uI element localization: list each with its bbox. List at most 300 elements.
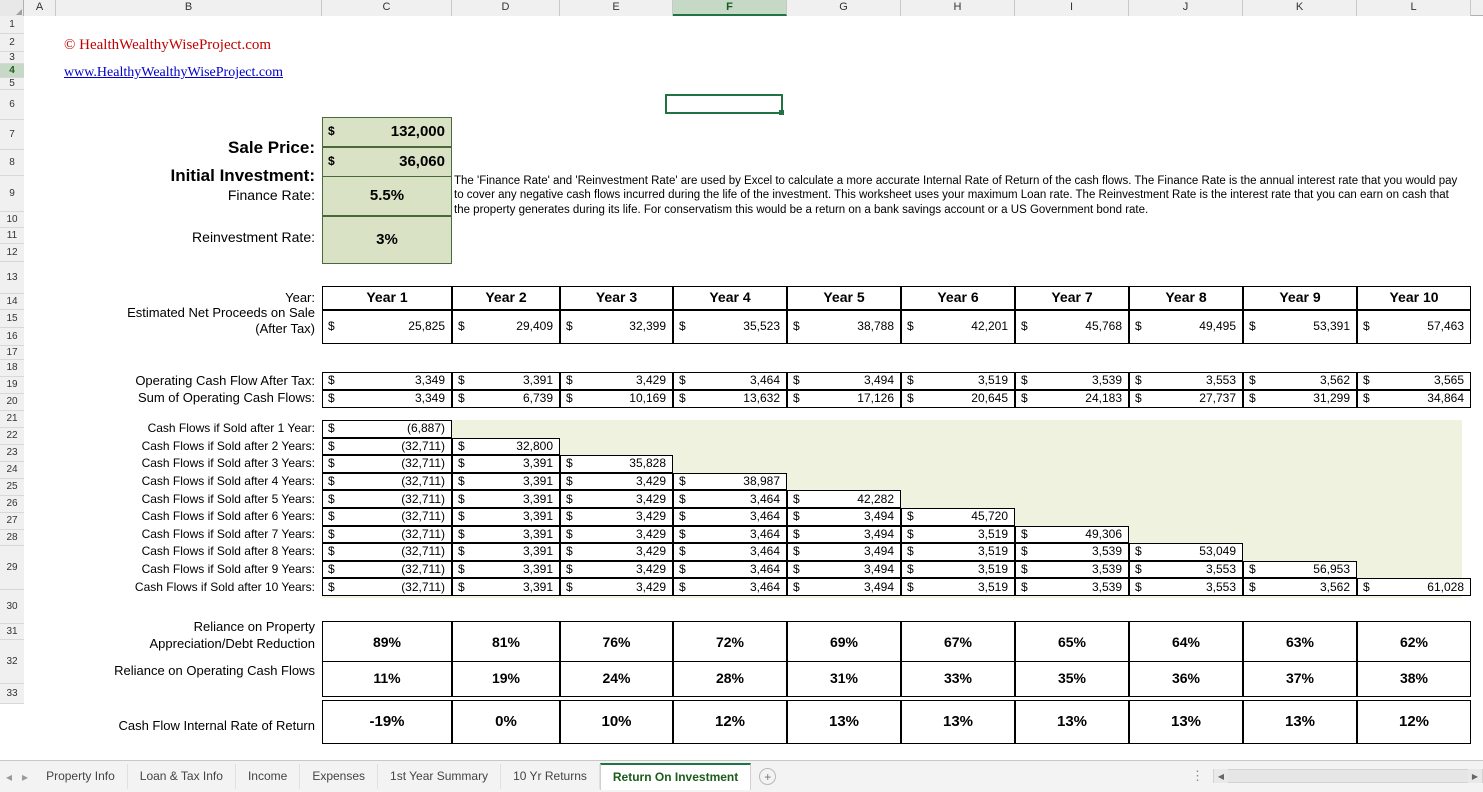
sum-cash-flow-y9-currency: $: [1249, 391, 1256, 406]
cash-flow-r9-y3[interactable]: [560, 561, 673, 579]
reliance-property-y8[interactable]: 64%: [1129, 621, 1243, 665]
column-header-f[interactable]: F: [673, 0, 787, 16]
net-proceeds-y3[interactable]: [560, 310, 673, 344]
operating-cash-flow-y6-currency: $: [907, 373, 914, 388]
year-header-4[interactable]: Year 4: [673, 286, 787, 310]
net-proceeds-y10-value: 57,463: [1427, 319, 1464, 334]
reliance-operating-y1[interactable]: 11%: [322, 661, 452, 697]
operating-cash-flow-y8[interactable]: [1129, 372, 1243, 390]
cash-flow-r8-y5[interactable]: [787, 543, 901, 561]
row-header-11[interactable]: 11: [0, 228, 24, 244]
sheet-tab-10-yr-returns[interactable]: 10 Yr Returns: [501, 764, 600, 789]
cash-flow-r10-y6[interactable]: [901, 578, 1015, 596]
scroll-more-icon[interactable]: ⋮: [1191, 768, 1205, 783]
irr-y3[interactable]: 10%: [560, 700, 673, 744]
cash-flow-r9-y4-value: 3,464: [749, 562, 780, 576]
cash-flow-r7-y7[interactable]: [1015, 526, 1129, 544]
initial-investment-currency: $: [328, 154, 335, 169]
initial-investment-value-cell[interactable]: [322, 147, 452, 177]
column-header-i[interactable]: I: [1015, 0, 1129, 16]
cash-flow-r10-y3-value: 3,429: [635, 579, 666, 594]
net-proceeds-y8-currency: $: [1135, 319, 1142, 334]
column-header-d[interactable]: D: [452, 0, 560, 16]
row-header-16[interactable]: 16: [0, 328, 24, 346]
cash-flow-r4-y1-value: (32,711): [401, 474, 445, 488]
cash-flow-r7-y1-currency: $: [328, 526, 335, 541]
sum-cash-flow-y6-value: 20,645: [971, 391, 1008, 406]
cash-flow-r4-y4-currency: $: [679, 474, 686, 488]
cash-flow-r6-y6-currency: $: [907, 509, 914, 524]
cash-flow-r6-y2-value: 3,391: [522, 509, 553, 524]
cash-flow-r8-y6[interactable]: [901, 543, 1015, 561]
finance-rate-value[interactable]: 5.5%: [322, 176, 452, 216]
row-header-7[interactable]: 7: [0, 120, 24, 150]
cash-flow-r8-y8[interactable]: [1129, 543, 1243, 561]
active-cell-selection[interactable]: [665, 94, 783, 114]
row-header-22[interactable]: 22: [0, 428, 24, 445]
cash-flow-r6-y3-value: 3,429: [635, 509, 666, 524]
cash-flow-r5-y2[interactable]: [452, 490, 560, 508]
initial-investment-label: Initial Investment:: [170, 165, 315, 185]
row-header-31[interactable]: 31: [0, 624, 24, 640]
cash-flow-r9-y2[interactable]: [452, 561, 560, 579]
year-header-8[interactable]: Year 8: [1129, 286, 1243, 310]
column-header-c[interactable]: C: [322, 0, 452, 16]
sum-cash-flow-y6[interactable]: [901, 390, 1015, 408]
operating-cash-flow-y8-value: 3,553: [1205, 373, 1236, 388]
cash-flow-r8-y7-currency: $: [1021, 544, 1028, 559]
irr-y4[interactable]: 12%: [673, 700, 787, 744]
reliance-property-y6[interactable]: 67%: [901, 621, 1015, 665]
cash-flow-r6-y4[interactable]: [673, 508, 787, 526]
scroll-thumb[interactable]: [1228, 770, 1468, 782]
cash-flow-r7-y3-value: 3,429: [635, 526, 666, 541]
add-sheet-button[interactable]: +: [759, 768, 776, 785]
cash-flow-r8-y5-currency: $: [793, 544, 800, 559]
net-proceeds-y6-value: 42,201: [971, 319, 1008, 334]
cash-flow-r9-y6-value: 3,519: [977, 562, 1008, 576]
cash-flow-r7-y7-currency: $: [1021, 526, 1028, 541]
row-header-4[interactable]: 4: [0, 64, 24, 78]
cash-flow-r7-y1[interactable]: [322, 526, 452, 544]
row-header-32[interactable]: 32: [0, 640, 24, 684]
cash-flow-r9-y7-currency: $: [1021, 562, 1028, 576]
cash-flow-r5-y1[interactable]: [322, 490, 452, 508]
reinvestment-rate-value[interactable]: 3%: [322, 216, 452, 264]
cash-flow-r8-y3[interactable]: [560, 543, 673, 561]
reliance-property-y9[interactable]: 63%: [1243, 621, 1357, 665]
cash-flow-r5-y5[interactable]: [787, 490, 901, 508]
select-all-corner[interactable]: [0, 0, 24, 16]
sum-cash-flow-y3[interactable]: [560, 390, 673, 408]
operating-cash-flow-y3-currency: $: [566, 373, 573, 388]
cash-flow-r9-y7-value: 3,539: [1091, 562, 1122, 576]
cash-flow-r8-y3-currency: $: [566, 544, 573, 559]
reliance-property-y4[interactable]: 72%: [673, 621, 787, 665]
cash-flow-r9-y3-value: 3,429: [635, 562, 666, 576]
operating-cash-flow-y10[interactable]: [1357, 372, 1471, 390]
row-header-30[interactable]: 30: [0, 590, 24, 624]
cash-flow-r4-y3-currency: $: [566, 474, 573, 488]
cash-flow-r6-y1-currency: $: [328, 509, 335, 524]
operating-cash-flow-y5[interactable]: [787, 372, 901, 390]
reliance-property-y5[interactable]: 69%: [787, 621, 901, 665]
operating-cash-flow-y3-value: 3,429: [635, 373, 666, 388]
operating-cash-flow-y7-currency: $: [1021, 373, 1028, 388]
cash-flow-r7-y2-currency: $: [458, 526, 465, 541]
row-header-23[interactable]: 23: [0, 445, 24, 462]
cash-flow-r5-y4-currency: $: [679, 491, 686, 506]
scroll-left-icon[interactable]: ◀: [1214, 769, 1228, 783]
sum-cash-flow-y2-value: 6,739: [522, 391, 553, 406]
sum-cash-flow-y2[interactable]: [452, 390, 560, 408]
reliance-operating-y10[interactable]: 38%: [1357, 661, 1471, 697]
operating-cash-flow-y3[interactable]: [560, 372, 673, 390]
reliance-operating-y6[interactable]: 33%: [901, 661, 1015, 697]
net-proceeds-y9[interactable]: [1243, 310, 1357, 344]
cash-flow-r8-y1-currency: $: [328, 544, 335, 559]
row-header-27[interactable]: 27: [0, 513, 24, 530]
irr-y2[interactable]: 0%: [452, 700, 560, 744]
cash-flow-r5-y3[interactable]: [560, 490, 673, 508]
net-proceeds-y5[interactable]: [787, 310, 901, 344]
cash-flow-r10-y10[interactable]: [1357, 578, 1471, 596]
cash-flow-r2-y2[interactable]: [452, 438, 560, 456]
reliance-operating-y5[interactable]: 31%: [787, 661, 901, 697]
reliance-operating-y3[interactable]: 24%: [560, 661, 673, 697]
row-header-3[interactable]: 3: [0, 52, 24, 64]
row-header-20[interactable]: 20: [0, 394, 24, 411]
row-header-33[interactable]: 33: [0, 684, 24, 704]
cash-flow-r6-y1-value: (32,711): [401, 509, 445, 524]
year-header-7[interactable]: Year 7: [1015, 286, 1129, 310]
cash-flow-r8-y5-value: 3,494: [863, 544, 894, 559]
sum-cash-flow-y9[interactable]: [1243, 390, 1357, 408]
cash-flow-r7-y5-currency: $: [793, 526, 800, 541]
year-header-10[interactable]: Year 10: [1357, 286, 1471, 310]
row-header-9[interactable]: 9: [0, 176, 24, 212]
sheet-tab-loan-tax-info[interactable]: Loan & Tax Info: [128, 764, 236, 789]
row-header-19[interactable]: 19: [0, 377, 24, 394]
net-proceeds-y1-value: 25,825: [408, 319, 445, 334]
cash-flow-r3-y1[interactable]: [322, 455, 452, 473]
cash-flow-sold-label-1: Cash Flows if Sold after 1 Year:: [147, 421, 315, 436]
row-header-28[interactable]: 28: [0, 530, 24, 546]
cash-flow-r10-y2[interactable]: [452, 578, 560, 596]
scroll-right-icon[interactable]: ▶: [1468, 769, 1482, 783]
cash-flow-r8-y2-value: 3,391: [522, 544, 553, 559]
cash-flow-r10-y5[interactable]: [787, 578, 901, 596]
column-header-a[interactable]: A: [24, 0, 56, 16]
cash-flow-r9-y5-value: 3,494: [863, 562, 894, 576]
cash-flow-r10-y7[interactable]: [1015, 578, 1129, 596]
cash-flow-r5-y3-currency: $: [566, 491, 573, 506]
reliance-property-y3[interactable]: 76%: [560, 621, 673, 665]
sum-cash-flow-y8[interactable]: [1129, 390, 1243, 408]
reinvestment-rate-label: Reinvestment Rate:: [192, 229, 315, 246]
column-header-k[interactable]: K: [1243, 0, 1357, 16]
net-proceeds-y1[interactable]: [322, 310, 452, 344]
operating-cash-flow-y7[interactable]: [1015, 372, 1129, 390]
sheet-tab-expenses[interactable]: Expenses: [300, 764, 378, 789]
cash-flow-r4-y1-currency: $: [328, 474, 335, 488]
operating-cash-flow-y4[interactable]: [673, 372, 787, 390]
cash-flow-r7-y5[interactable]: [787, 526, 901, 544]
sum-cash-flow-y7-currency: $: [1021, 391, 1028, 406]
cash-flow-r9-y1-currency: $: [328, 562, 335, 576]
cash-flow-r10-y1[interactable]: [322, 578, 452, 596]
cash-flow-r9-y5[interactable]: [787, 561, 901, 579]
horizontal-scrollbar[interactable]: [1183, 760, 1483, 792]
operating-cash-flow-y2[interactable]: [452, 372, 560, 390]
reliance-property-label-line1: Reliance on Property: [193, 618, 315, 634]
cash-flow-r4-y2[interactable]: [452, 473, 560, 491]
cash-flow-r9-y6[interactable]: [901, 561, 1015, 579]
cash-flow-r8-y8-value: 53,049: [1199, 544, 1236, 559]
year-header-1[interactable]: Year 1: [322, 286, 452, 310]
cash-flow-r10-y10-value: 61,028: [1427, 579, 1464, 594]
row-header-25[interactable]: 25: [0, 479, 24, 496]
row-header-15[interactable]: 15: [0, 310, 24, 328]
cash-flow-r7-y6-currency: $: [907, 526, 914, 541]
sale-price-value-cell[interactable]: [322, 117, 452, 147]
cash-flow-r9-y9[interactable]: [1243, 561, 1357, 579]
cash-flow-r1-y1[interactable]: [322, 420, 452, 438]
operating-cash-flow-y1-value: 3,349: [414, 373, 445, 388]
sum-cash-flow-y3-value: 10,169: [629, 391, 666, 406]
net-proceeds-y2[interactable]: [452, 310, 560, 344]
cash-flow-r10-y6-value: 3,519: [977, 579, 1008, 594]
cash-flow-r7-y2[interactable]: [452, 526, 560, 544]
net-proceeds-y7[interactable]: [1015, 310, 1129, 344]
initial-investment-value: 36,060: [399, 152, 445, 170]
operating-cash-flow-y4-value: 3,464: [749, 373, 780, 388]
cash-flow-r7-y6-value: 3,519: [977, 526, 1008, 541]
sum-cash-flow-y7-value: 24,183: [1085, 391, 1122, 406]
net-proceeds-y8-value: 49,495: [1199, 319, 1236, 334]
cash-flow-r9-y3-currency: $: [566, 562, 573, 576]
net-proceeds-y4-currency: $: [679, 319, 686, 334]
net-proceeds-y9-value: 53,391: [1313, 319, 1350, 334]
rate-explanation-note: The 'Finance Rate' and 'Reinvestment Rate' are used by Excel to calculate a more accurate Internal Rate of Return of the cash flows. The Finance Rate is the annual interest rate that you would pay to cover any negative cash flows incurred during the life of the investment. This worksheet uses your maximum Loan rate. The Reinvestment Rate is the interest rate that you can earn on cash that the property generates during its life. For conservatism this would be a return on a bank savings account or a US Government bond rate.: [454, 175, 1458, 216]
cash-flow-r10-y4-value: 3,464: [749, 579, 780, 594]
cash-flow-r6-y3[interactable]: [560, 508, 673, 526]
website-link[interactable]: www.HealthyWealthyWiseProject.com: [64, 65, 284, 81]
cash-flow-r8-y7[interactable]: [1015, 543, 1129, 561]
cash-flow-r5-y3-value: 3,429: [635, 491, 666, 506]
cash-flow-r3-y1-currency: $: [328, 456, 335, 471]
operating-cash-flow-y1[interactable]: [322, 372, 452, 390]
row-header-18[interactable]: 18: [0, 360, 24, 377]
cash-flow-r3-y2[interactable]: [452, 455, 560, 473]
net-proceeds-y4[interactable]: [673, 310, 787, 344]
cash-flow-r10-y3[interactable]: [560, 578, 673, 596]
row-header-12[interactable]: 12: [0, 244, 24, 262]
cash-flow-r6-y5[interactable]: [787, 508, 901, 526]
finance-rate-label: Finance Rate:: [227, 187, 315, 204]
cash-flow-r9-y1[interactable]: [322, 561, 452, 579]
sum-cash-flow-y5[interactable]: [787, 390, 901, 408]
reliance-operating-y4[interactable]: 28%: [673, 661, 787, 697]
operating-cash-flow-y2-value: 3,391: [522, 373, 553, 388]
row-header-21[interactable]: 21: [0, 411, 24, 428]
sheet-tab-income[interactable]: Income: [236, 764, 300, 789]
row-header-column: [0, 16, 24, 704]
row-header-6[interactable]: 6: [0, 90, 24, 120]
cash-flow-r6-y2[interactable]: [452, 508, 560, 526]
net-proceeds-y9-currency: $: [1249, 319, 1256, 334]
sheet-tab-return-on-investment[interactable]: Return On Investment: [600, 763, 751, 790]
cash-flow-r3-y2-currency: $: [458, 456, 465, 471]
sum-cash-flow-y1[interactable]: [322, 390, 452, 408]
sheet-nav-arrows[interactable]: [0, 770, 34, 784]
reliance-property-y1[interactable]: 89%: [322, 621, 452, 665]
sheet-nav-last-icon[interactable]: ▸: [22, 769, 29, 784]
row-header-1[interactable]: 1: [0, 16, 24, 34]
cash-flow-r5-y5-value: 42,282: [857, 491, 894, 506]
year-header-6[interactable]: Year 6: [901, 286, 1015, 310]
cash-flow-r8-y4[interactable]: [673, 543, 787, 561]
net-proceeds-y1-currency: $: [328, 319, 335, 334]
cash-flow-r6-y4-value: 3,464: [749, 509, 780, 524]
sum-cash-flow-y7[interactable]: [1015, 390, 1129, 408]
cash-flow-sold-label-9: Cash Flows if Sold after 9 Years:: [141, 562, 315, 576]
cash-flow-r3-y3[interactable]: [560, 455, 673, 473]
irr-y6[interactable]: 13%: [901, 700, 1015, 744]
cash-flow-r10-y8[interactable]: [1129, 578, 1243, 596]
year-row-label: Year:: [285, 289, 315, 305]
cash-flow-r4-y1[interactable]: [322, 473, 452, 491]
column-header-e[interactable]: E: [560, 0, 673, 16]
cash-flow-sold-label-2: Cash Flows if Sold after 2 Years:: [141, 438, 315, 453]
operating-cash-flow-y5-currency: $: [793, 373, 800, 388]
irr-y7[interactable]: 13%: [1015, 700, 1129, 744]
row-header-2[interactable]: 2: [0, 34, 24, 52]
irr-y10[interactable]: 12%: [1357, 700, 1471, 744]
cash-flow-r6-y1[interactable]: [322, 508, 452, 526]
cash-flow-r10-y2-value: 3,391: [522, 579, 553, 594]
cash-flow-r7-y4[interactable]: [673, 526, 787, 544]
irr-y9[interactable]: 13%: [1243, 700, 1357, 744]
cash-flow-r10-y4[interactable]: [673, 578, 787, 596]
column-header-l[interactable]: L: [1357, 0, 1471, 16]
reliance-operating-y2[interactable]: 19%: [452, 661, 560, 697]
cash-flow-r7-y2-value: 3,391: [522, 526, 553, 541]
cash-flow-sold-label-7: Cash Flows if Sold after 7 Years:: [141, 526, 315, 541]
sum-cash-flow-y2-currency: $: [458, 391, 465, 406]
scroll-track[interactable]: [1213, 769, 1483, 783]
cash-flow-r5-y1-currency: $: [328, 491, 335, 506]
operating-cash-flow-y5-value: 3,494: [863, 373, 894, 388]
cash-flow-r2-y1[interactable]: [322, 438, 452, 456]
cash-flow-r10-y7-value: 3,539: [1091, 579, 1122, 594]
cash-flow-r10-y3-currency: $: [566, 579, 573, 594]
column-header-g[interactable]: G: [787, 0, 901, 16]
row-header-29[interactable]: 29: [0, 546, 24, 590]
cash-flow-r9-y8[interactable]: [1129, 561, 1243, 579]
row-header-5[interactable]: 5: [0, 78, 24, 90]
cash-flow-r7-y3-currency: $: [566, 526, 573, 541]
cash-flow-r4-y4-value: 38,987: [743, 474, 780, 488]
year-header-2[interactable]: Year 2: [452, 286, 560, 310]
reliance-property-y10[interactable]: 62%: [1357, 621, 1471, 665]
cash-flow-sold-label-6: Cash Flows if Sold after 6 Years:: [141, 509, 315, 524]
row-header-10[interactable]: 10: [0, 212, 24, 228]
sum-cash-flow-y10[interactable]: [1357, 390, 1471, 408]
cash-flow-r8-y4-currency: $: [679, 544, 686, 559]
reliance-property-y7[interactable]: 65%: [1015, 621, 1129, 665]
cash-flow-r10-y9[interactable]: [1243, 578, 1357, 596]
cash-flow-r9-y7[interactable]: [1015, 561, 1129, 579]
cash-flow-r4-y3[interactable]: [560, 473, 673, 491]
row-header-14[interactable]: 14: [0, 294, 24, 310]
row-header-13[interactable]: 13: [0, 262, 24, 294]
irr-y8[interactable]: 13%: [1129, 700, 1243, 744]
reliance-operating-y8[interactable]: 36%: [1129, 661, 1243, 697]
column-header-j[interactable]: J: [1129, 0, 1243, 16]
net-proceeds-y10[interactable]: [1357, 310, 1471, 344]
column-header-h[interactable]: H: [901, 0, 1015, 16]
sum-cash-flow-y4[interactable]: [673, 390, 787, 408]
cash-flow-r7-y4-currency: $: [679, 526, 686, 541]
cash-flow-r8-y1[interactable]: [322, 543, 452, 561]
sheet-tab-bar[interactable]: [0, 760, 1483, 792]
net-proceeds-y8[interactable]: [1129, 310, 1243, 344]
reliance-property-y2[interactable]: 81%: [452, 621, 560, 665]
row-header-26[interactable]: 26: [0, 496, 24, 513]
cash-flow-r5-y4-value: 3,464: [749, 491, 780, 506]
year-header-5[interactable]: Year 5: [787, 286, 901, 310]
cash-flow-sold-label-4: Cash Flows if Sold after 4 Years:: [141, 474, 315, 488]
cash-flow-r8-y2[interactable]: [452, 543, 560, 561]
year-header-9[interactable]: Year 9: [1243, 286, 1357, 310]
operating-cash-flow-y9-currency: $: [1249, 373, 1256, 388]
cash-flow-r6-y6[interactable]: [901, 508, 1015, 526]
operating-cash-flow-y6[interactable]: [901, 372, 1015, 390]
operating-cash-flow-y9[interactable]: [1243, 372, 1357, 390]
row-header-8[interactable]: 8: [0, 150, 24, 176]
cash-flow-r9-y4[interactable]: [673, 561, 787, 579]
cash-flow-r6-y4-currency: $: [679, 509, 686, 524]
cash-flow-r10-y7-currency: $: [1021, 579, 1028, 594]
column-header-b[interactable]: B: [56, 0, 322, 16]
cash-flow-r6-y2-currency: $: [458, 509, 465, 524]
copyright-text: © HealthWealthyWiseProject.com: [64, 36, 272, 53]
cash-flow-r1-y1-value: (6,887): [406, 421, 445, 436]
cash-flow-r9-y6-currency: $: [907, 562, 914, 576]
worksheet-grid[interactable]: [24, 16, 1483, 760]
cash-flow-r5-y4[interactable]: [673, 490, 787, 508]
year-header-3[interactable]: Year 3: [560, 286, 673, 310]
sheet-nav-first-icon[interactable]: ◂: [6, 769, 13, 784]
reliance-operating-y9[interactable]: 37%: [1243, 661, 1357, 697]
sale-price-value: 132,000: [390, 122, 445, 140]
sheet-tab-1st-year-summary[interactable]: 1st Year Summary: [378, 764, 501, 789]
row-header-24[interactable]: 24: [0, 462, 24, 479]
sheet-tab-property-info[interactable]: Property Info: [34, 764, 128, 789]
reliance-operating-y7[interactable]: 35%: [1015, 661, 1129, 697]
cash-flow-r7-y3[interactable]: [560, 526, 673, 544]
net-proceeds-y6[interactable]: [901, 310, 1015, 344]
row-header-17[interactable]: 17: [0, 346, 24, 360]
cash-flow-r4-y4[interactable]: [673, 473, 787, 491]
cash-flow-r3-y2-value: 3,391: [522, 456, 553, 471]
cash-flow-r7-y6[interactable]: [901, 526, 1015, 544]
irr-y5[interactable]: 13%: [787, 700, 901, 744]
cash-flow-sold-label-8: Cash Flows if Sold after 8 Years:: [141, 544, 315, 559]
irr-y1[interactable]: -19%: [322, 700, 452, 744]
cash-flow-r10-y2-currency: $: [458, 579, 465, 594]
